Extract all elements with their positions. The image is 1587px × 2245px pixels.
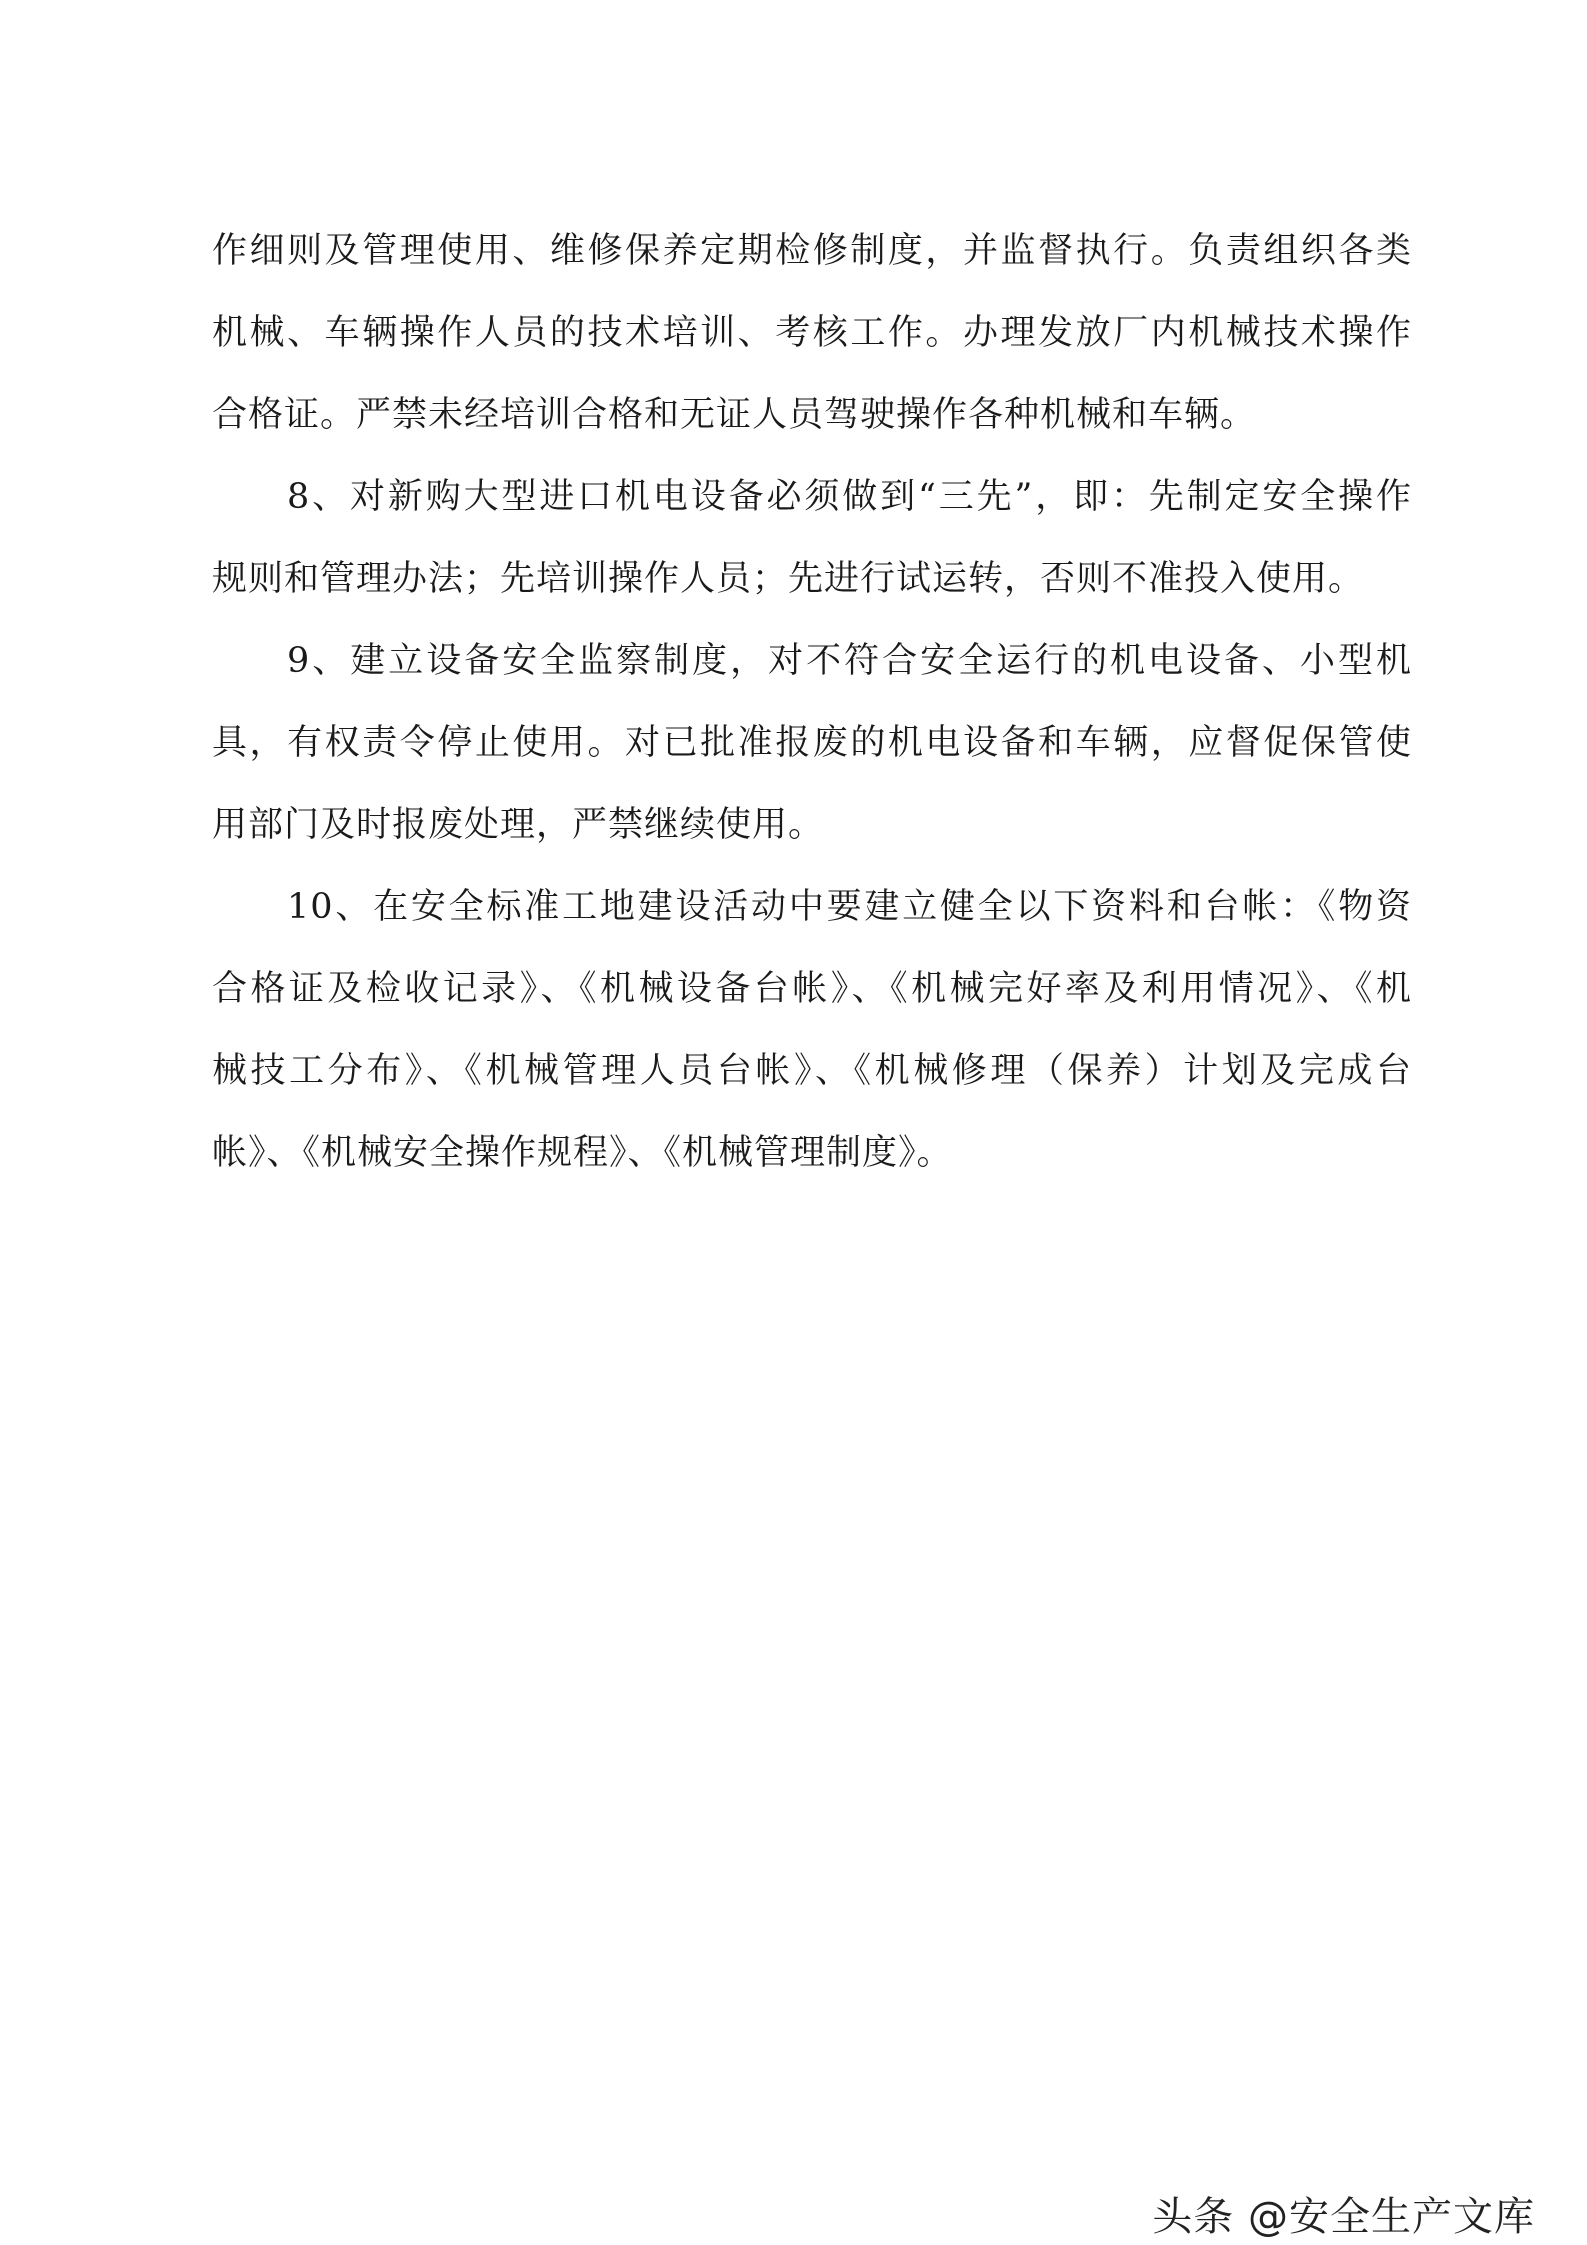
paragraph-8 (212, 456, 1412, 620)
document-body (212, 210, 1412, 1194)
text-line: 械技工分布》、《机械管理人员台帐》、《机械修理（保养）计划及完成台 (212, 1051, 1412, 1091)
text-line: 合格证。严禁未经培训合格和无证人员驾驶操作各种机械和车辆。 (212, 395, 1257, 435)
paragraph-10 (212, 866, 1412, 1194)
text-line: 帐》、《机械安全操作规程》、《机械管理制度》。 (212, 1133, 953, 1173)
text-line: 9、建立设备安全监察制度，对不符合安全运行的机电设备、小型机 (287, 641, 1412, 681)
text-line: 作细则及管理使用、维修保养定期检修制度，并监督执行。负责组织各类 (212, 231, 1412, 271)
text-line: 具，有权责令停止使用。对已批准报废的机电设备和车辆，应督促保管使 (212, 723, 1412, 763)
watermark: 头条 @安全生产文库 (1152, 2194, 1535, 2240)
paragraph-7-continued (212, 210, 1412, 456)
text-line: 规则和管理办法；先培训操作人员；先进行试运转，否则不准投入使用。 (212, 559, 1365, 599)
paragraph-9 (212, 620, 1412, 866)
text-line: 合格证及检收记录》、《机械设备台帐》、《机械完好率及利用情况》、《机 (212, 969, 1412, 1009)
text-line: 8、对新购大型进口机电设备必须做到“三先”，即：先制定安全操作 (287, 477, 1412, 517)
text-line: 用部门及时报废处理，严禁继续使用。 (212, 805, 825, 845)
text-line: 10、在安全标准工地建设活动中要建立健全以下资料和台帐：《物资 (287, 887, 1412, 927)
text-line: 机械、车辆操作人员的技术培训、考核工作。办理发放厂内机械技术操作 (212, 313, 1412, 353)
